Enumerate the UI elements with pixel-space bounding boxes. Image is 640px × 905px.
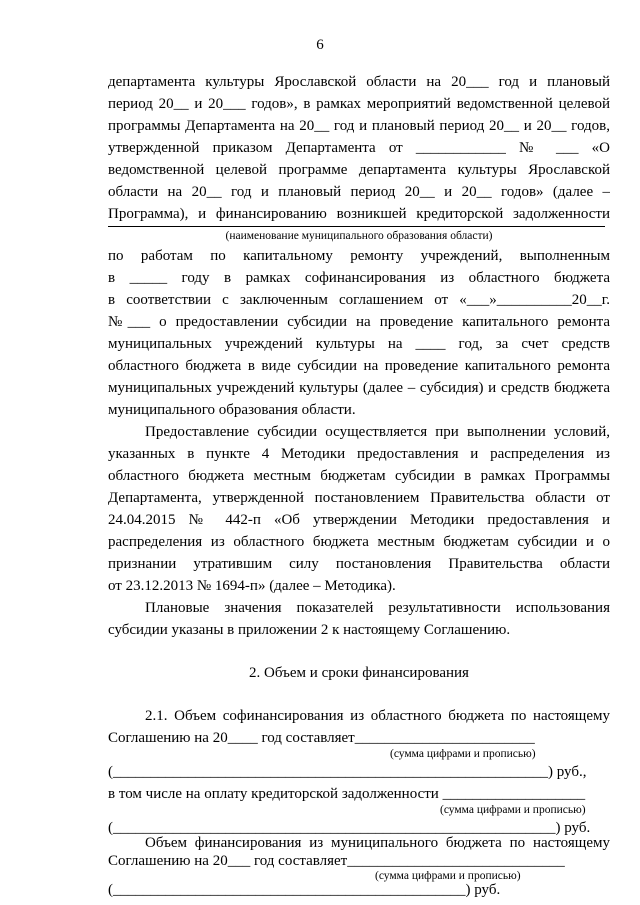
text-line: муниципальных учреждений культуры (далее – субсидия) и средств бюджета bbox=[108, 380, 610, 396]
text-line: период 20__ и 20___ годов», в рамках мероприятий ведомственной целевой bbox=[108, 96, 610, 112]
field-caption: (сумма цифрами и прописью) bbox=[375, 870, 521, 882]
text-line: областного бюджета местным бюджетам субсидии в рамках Программы bbox=[108, 468, 610, 484]
text-line: №___ о предоставлении субсидии на проведение капитального ремонта bbox=[108, 314, 610, 330]
text-line: 24.04.2015 № 442-п «Об утверждении Методики предоставления и bbox=[108, 512, 610, 528]
text-line: ведомственной целевой программе департамента культуры Ярославской bbox=[108, 162, 610, 178]
text-line: указанных в пункте 4 Методики предоставления и распределения из bbox=[108, 446, 610, 462]
text-line: Предоставление субсидии осуществляется при выполнении условий, bbox=[145, 424, 610, 440]
text-line: Плановые значения показателей результативности использования bbox=[145, 600, 610, 616]
text-line: субсидии указаны в приложении 2 к настоящему Соглашению. bbox=[108, 622, 511, 638]
field-caption: (сумма цифрами и прописью) bbox=[390, 748, 536, 760]
text-line: Программа), и финансированию возникшей кредиторской задолженности bbox=[108, 206, 610, 222]
text-line: утвержденной приказом Департамента от ____________ № ___ «О bbox=[108, 140, 610, 156]
text-line: признании утратившим силу постановления Правительства области bbox=[108, 556, 610, 572]
text-line: (_______________________________________________) руб. bbox=[108, 882, 501, 898]
text-line: в том числе на оплату кредиторской задолженности ___________________ bbox=[108, 786, 586, 802]
text-line: областного бюджета в виде субсидии на проведение капитального ремонта bbox=[108, 358, 610, 374]
text-line: 2.1. Объем софинансирования из областного бюджета по настоящему bbox=[145, 708, 610, 724]
text-line: в соответствии с заключенным соглашением от «___»__________20__г. bbox=[108, 292, 610, 308]
field-caption: (наименование муниципального образования области) bbox=[225, 230, 493, 242]
text-line: Соглашению на 20____ год составляет________________________ bbox=[108, 730, 535, 746]
text-line: распределения из областного бюджета местным бюджетам субсидии и о bbox=[108, 534, 610, 550]
text-line: департамента культуры Ярославской области на 20___ год и плановый bbox=[108, 74, 610, 90]
section-heading: 2. Объем и сроки финансирования bbox=[249, 665, 469, 681]
text-line: программы Департамента на 20__ год и плановый период 20__ и 20__ годов, bbox=[108, 118, 610, 134]
field-caption: (сумма цифрами и прописью) bbox=[440, 804, 586, 816]
text-line: от 23.12.2013 № 1694-п» (далее – Методика). bbox=[108, 578, 396, 594]
text-line: в _____ году в рамках софинансирования из областного бюджета bbox=[108, 270, 610, 286]
text-line: муниципальных учреждений культуры на ____ год, за счет средств bbox=[108, 336, 610, 352]
text-line: Департамента, утвержденной постановлением Правительства области от bbox=[108, 490, 610, 506]
text-line: (___________________________________________________________) руб. bbox=[108, 820, 591, 836]
page-number: 6 bbox=[316, 37, 324, 53]
text-line: области на 20__ год и плановый период 20__ и 20__ годов» (далее – bbox=[108, 184, 610, 200]
text-line: муниципального образования области. bbox=[108, 402, 356, 418]
text-line: Объем финансирования из муниципального бюджета по настоящему bbox=[145, 835, 610, 851]
text-line: по работам по капитальному ремонту учреждений, выполненным bbox=[108, 248, 610, 264]
text-line: (__________________________________________________________) руб., bbox=[108, 764, 587, 780]
text-line: Соглашению на 20___ год составляет_____________________________ bbox=[108, 853, 565, 869]
